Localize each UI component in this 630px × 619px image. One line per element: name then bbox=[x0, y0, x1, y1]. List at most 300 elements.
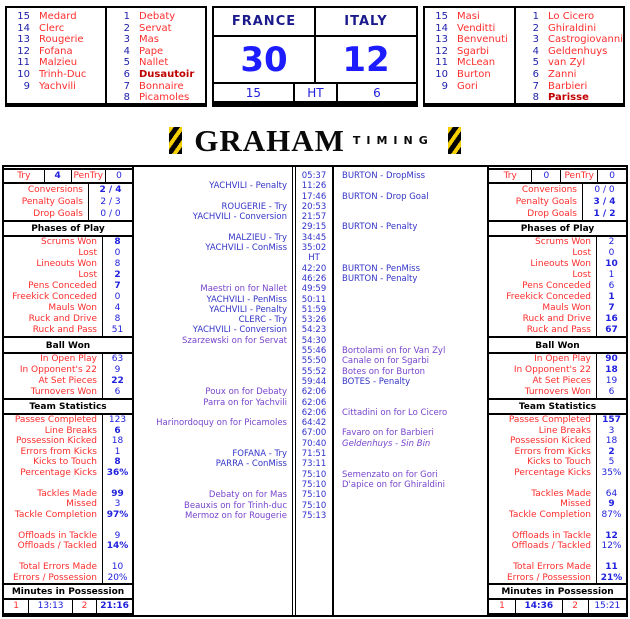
player-name: Fofana bbox=[39, 45, 73, 57]
stat-row bbox=[4, 468, 132, 479]
stat-label: Turnovers Won bbox=[30, 386, 97, 397]
player-number: 6 bbox=[532, 68, 539, 80]
stat-row bbox=[4, 365, 132, 376]
away-minutes-row bbox=[489, 600, 626, 615]
event-time: 51:59 bbox=[301, 304, 327, 315]
away-event bbox=[332, 212, 487, 222]
home-event bbox=[134, 171, 292, 181]
half-2-label: 2 bbox=[562, 600, 588, 613]
stat-label bbox=[489, 478, 596, 489]
stat-label: Possession Kicked bbox=[510, 436, 591, 447]
away-event bbox=[332, 459, 487, 469]
scoreboard bbox=[212, 6, 418, 107]
ht-label: HT bbox=[295, 84, 336, 101]
away-teamstats-title: Team Statistics bbox=[489, 401, 626, 415]
stat-label: Pens Conceded bbox=[28, 281, 97, 292]
player-name: Barbieri bbox=[548, 80, 588, 92]
home-ball-rows bbox=[4, 354, 132, 400]
stat-row bbox=[489, 541, 626, 552]
home-minutes-row bbox=[4, 600, 132, 615]
player-name: Nallet bbox=[139, 57, 169, 69]
home-event: Beauxis on for Trinh-duc bbox=[184, 500, 287, 511]
player-name: Clerc bbox=[39, 22, 65, 34]
home-teamstats-rows bbox=[4, 415, 132, 585]
home-event bbox=[134, 367, 292, 377]
event-time: 70:40 bbox=[301, 438, 327, 449]
stat-label: Offloads in Tackle bbox=[18, 530, 97, 541]
away-event bbox=[332, 490, 487, 500]
home-ball-title: Ball Won bbox=[4, 340, 132, 354]
player-number: 15 bbox=[435, 11, 448, 22]
top-row bbox=[5, 6, 625, 107]
stat-row bbox=[489, 259, 626, 270]
stat-row bbox=[489, 325, 626, 336]
player-number: 2 bbox=[532, 22, 539, 34]
home-goal-rows bbox=[4, 184, 132, 222]
stat-label: Lost bbox=[78, 270, 97, 281]
roster-row bbox=[12, 34, 105, 46]
stat-value: 2 bbox=[596, 447, 626, 458]
stat-label bbox=[4, 520, 102, 531]
stat-row bbox=[489, 447, 626, 458]
stat-row bbox=[489, 292, 626, 303]
player-name: Medard bbox=[39, 11, 77, 22]
stat-row bbox=[4, 292, 132, 303]
home-team-name: FRANCE bbox=[214, 8, 314, 35]
roster-row bbox=[521, 11, 623, 23]
event-time: 35:02 bbox=[301, 243, 327, 254]
away-event: BURTON - Drop Goal bbox=[342, 191, 429, 202]
stat-row bbox=[4, 415, 132, 426]
away-event bbox=[332, 398, 487, 408]
stat-value: 3 bbox=[596, 426, 626, 437]
event-row bbox=[134, 222, 487, 232]
stat-row bbox=[4, 376, 132, 387]
stat-value: 6 bbox=[102, 387, 132, 398]
stat-label: Turnovers Won bbox=[524, 386, 591, 397]
event-row bbox=[134, 202, 487, 212]
away-event bbox=[332, 387, 487, 397]
away-ball-rows bbox=[489, 354, 626, 400]
stat-label: Mauls Won bbox=[542, 303, 591, 314]
try-label: Try bbox=[503, 171, 517, 182]
stat-value: 157 bbox=[596, 415, 626, 426]
stat-row bbox=[4, 562, 132, 573]
away-event: Canale on for Sgarbi bbox=[342, 356, 429, 367]
away-event bbox=[332, 253, 487, 263]
stat-row bbox=[4, 510, 132, 521]
stat-value: 99 bbox=[102, 489, 132, 500]
roster-row bbox=[430, 57, 514, 69]
stat-value: 7 bbox=[102, 281, 132, 292]
stat-value: 87% bbox=[596, 510, 626, 521]
stat-row bbox=[4, 237, 132, 248]
stat-value: 11 bbox=[596, 562, 626, 573]
roster-row bbox=[430, 34, 514, 46]
away-event bbox=[332, 243, 487, 253]
stat-label: Freekick Conceded bbox=[506, 292, 591, 303]
stat-row bbox=[4, 552, 132, 563]
stat-label: In Opponent's 22 bbox=[513, 364, 591, 375]
stat-value: 9 bbox=[596, 499, 626, 510]
player-name: Sgarbi bbox=[457, 45, 490, 57]
home-event bbox=[134, 408, 292, 418]
stat-label: In Open Play bbox=[40, 353, 97, 364]
roster-row bbox=[521, 34, 623, 46]
stat-row bbox=[489, 270, 626, 281]
stat-row bbox=[489, 457, 626, 468]
away-event: BURTON - Penalty bbox=[342, 222, 418, 233]
roster-row bbox=[430, 11, 514, 23]
stat-value: 18 bbox=[102, 436, 132, 447]
player-number: 7 bbox=[532, 80, 539, 92]
stat-value: 7 bbox=[596, 303, 626, 314]
event-row bbox=[134, 428, 487, 438]
home-phases-rows bbox=[4, 237, 132, 338]
home-try-row bbox=[4, 168, 132, 184]
stat-value: 18 bbox=[596, 436, 626, 447]
event-row bbox=[134, 470, 487, 480]
roster-row bbox=[521, 69, 623, 81]
stat-row bbox=[489, 552, 626, 563]
event-row bbox=[134, 377, 487, 387]
event-time: 54:23 bbox=[301, 325, 327, 336]
away-phases-rows bbox=[489, 237, 626, 338]
goal-row bbox=[489, 184, 626, 196]
stat-row bbox=[4, 259, 132, 270]
player-name: Pape bbox=[139, 45, 164, 57]
home-event bbox=[134, 222, 292, 232]
event-time: 75:13 bbox=[301, 510, 327, 521]
stat-value: 9 bbox=[102, 365, 132, 376]
stat-row bbox=[4, 573, 132, 584]
away-ball-title: Ball Won bbox=[489, 340, 626, 354]
player-name: Geldenhuys bbox=[548, 45, 608, 57]
event-row bbox=[134, 305, 487, 315]
event-row bbox=[134, 439, 487, 449]
home-event: Mermoz on for Rougerie bbox=[184, 510, 287, 521]
stat-label: Line Breaks bbox=[538, 425, 591, 436]
home-event: FOFANA - Try bbox=[232, 449, 287, 460]
stat-label: In Opponent's 22 bbox=[19, 364, 97, 375]
scoreboard-halftime bbox=[214, 84, 416, 101]
goal-row bbox=[4, 184, 132, 196]
stat-row bbox=[4, 387, 132, 398]
home-event bbox=[134, 428, 292, 438]
player-name: Benvenuti bbox=[457, 34, 508, 46]
event-row bbox=[134, 398, 487, 408]
event-time: 73:11 bbox=[301, 459, 327, 470]
event-row bbox=[134, 480, 487, 490]
stat-label: Errors / Possession bbox=[13, 572, 97, 583]
stat-value: 12 bbox=[596, 531, 626, 542]
event-time: 75:10 bbox=[301, 490, 327, 501]
roster-row bbox=[430, 69, 514, 81]
stat-value: 14% bbox=[102, 541, 132, 552]
away-event bbox=[332, 336, 487, 346]
stat-label: Ruck and Pass bbox=[32, 325, 97, 336]
brand-name: GRAHAM bbox=[194, 122, 345, 158]
stat-label: Ruck and Pass bbox=[526, 325, 591, 336]
event-time: 62:06 bbox=[301, 407, 327, 418]
half-1-minutes: 13:13 bbox=[28, 600, 72, 613]
home-event: ROUGERIE - Try bbox=[221, 201, 287, 212]
event-row bbox=[134, 490, 487, 500]
stat-row bbox=[4, 541, 132, 552]
stat-row bbox=[489, 510, 626, 521]
home-event: YACHVILI - Conversion bbox=[192, 212, 287, 223]
away-event bbox=[332, 449, 487, 459]
roster-row bbox=[112, 81, 205, 93]
event-row bbox=[134, 336, 487, 346]
goal-label: Drop Goals bbox=[33, 209, 83, 220]
hazard-stripe-icon bbox=[448, 127, 461, 154]
stat-label: Offloads in Tackle bbox=[512, 530, 591, 541]
stat-row bbox=[489, 489, 626, 500]
home-event bbox=[134, 346, 292, 356]
stat-row bbox=[4, 499, 132, 510]
roster-row bbox=[112, 69, 205, 81]
goal-label: Drop Goals bbox=[527, 209, 577, 220]
away-roster-backs bbox=[425, 8, 514, 103]
home-event bbox=[134, 274, 292, 284]
away-goal-rows bbox=[489, 184, 626, 222]
home-event bbox=[134, 192, 292, 202]
stat-value: 12% bbox=[596, 541, 626, 552]
stat-value: 8 bbox=[102, 314, 132, 325]
player-name: Castrogiovanni bbox=[548, 34, 623, 46]
stat-label: Percentage Kicks bbox=[514, 467, 591, 478]
player-number: 10 bbox=[17, 68, 30, 80]
home-roster-backs bbox=[7, 8, 105, 103]
stat-label: Scrums Won bbox=[41, 237, 97, 248]
roster-row bbox=[12, 46, 105, 58]
pentry-value: 0 bbox=[597, 170, 626, 182]
goal-value: 2 / 3 bbox=[88, 196, 132, 208]
event-time: 54:30 bbox=[301, 335, 327, 346]
roster-row bbox=[112, 92, 205, 104]
half-1-minutes: 14:36 bbox=[515, 600, 562, 613]
stat-value: 0 bbox=[596, 248, 626, 259]
stat-value: 67 bbox=[596, 325, 626, 336]
home-event: Harinordoquy on for Picamoles bbox=[156, 418, 287, 429]
player-number: 9 bbox=[441, 80, 448, 92]
stat-label: Tackles Made bbox=[531, 488, 591, 499]
stat-row bbox=[4, 325, 132, 336]
away-event: Favaro on for Barbieri bbox=[342, 428, 434, 439]
half-2-label: 2 bbox=[72, 600, 96, 613]
home-event: Szarzewski on for Servat bbox=[182, 335, 287, 346]
stat-row bbox=[4, 531, 132, 542]
event-time: 50:11 bbox=[301, 294, 327, 305]
event-row bbox=[134, 387, 487, 397]
home-event: Poux on for Debaty bbox=[205, 387, 287, 398]
roster-row bbox=[12, 81, 105, 93]
away-event bbox=[332, 284, 487, 294]
home-phases-title: Phases of Play bbox=[4, 223, 132, 237]
player-name: Burton bbox=[457, 68, 491, 80]
player-name: Venditti bbox=[457, 22, 496, 34]
stat-value: 16 bbox=[596, 314, 626, 325]
stat-label: Tackle Completion bbox=[14, 509, 97, 520]
away-event bbox=[332, 325, 487, 335]
scoreboard-scores bbox=[214, 37, 416, 82]
player-name: Malzieu bbox=[39, 57, 78, 69]
stat-label: Possession Kicked bbox=[16, 436, 97, 447]
player-number: 7 bbox=[123, 80, 130, 92]
stat-row bbox=[489, 520, 626, 531]
stat-value: 22 bbox=[102, 376, 132, 387]
stat-row bbox=[4, 281, 132, 292]
event-row bbox=[134, 192, 487, 202]
main-area bbox=[2, 165, 628, 617]
stat-value: 20% bbox=[102, 573, 132, 584]
player-name: Parisse bbox=[548, 92, 589, 104]
home-event bbox=[134, 439, 292, 449]
stat-row bbox=[4, 436, 132, 447]
stat-value: 3 bbox=[102, 499, 132, 510]
home-score: 30 bbox=[214, 37, 314, 82]
away-event: BOTES - Penalty bbox=[342, 376, 411, 387]
roster-row bbox=[521, 57, 623, 69]
stat-row bbox=[489, 248, 626, 259]
roster-row bbox=[430, 46, 514, 58]
away-event: Botes on for Burton bbox=[342, 366, 426, 377]
player-number: 15 bbox=[17, 11, 30, 22]
player-number: 12 bbox=[17, 45, 30, 57]
event-time: 05:37 bbox=[301, 171, 327, 181]
stat-value: 1 bbox=[596, 270, 626, 281]
stat-row bbox=[4, 457, 132, 468]
timeline-divider bbox=[292, 167, 293, 615]
player-name: van Zyl bbox=[548, 57, 586, 69]
player-number: 4 bbox=[123, 45, 130, 57]
stat-label bbox=[4, 552, 102, 563]
event-row bbox=[134, 356, 487, 366]
try-value: 4 bbox=[44, 170, 71, 182]
away-event: BURTON - Penalty bbox=[342, 273, 418, 284]
stat-label: Lineouts Won bbox=[36, 259, 97, 270]
player-name: Picamoles bbox=[139, 92, 190, 104]
stat-value: 9 bbox=[102, 531, 132, 542]
player-name: Debaty bbox=[139, 11, 176, 22]
stat-row bbox=[4, 270, 132, 281]
goal-value: 2 / 4 bbox=[88, 184, 132, 196]
event-row bbox=[134, 459, 487, 469]
stat-value: 10 bbox=[102, 562, 132, 573]
home-event: Maestri on for Nallet bbox=[200, 284, 287, 295]
stat-label: Missed bbox=[560, 499, 591, 510]
timeline-rows bbox=[134, 171, 487, 521]
stat-label: Total Errors Made bbox=[513, 562, 591, 573]
event-time: 55:50 bbox=[301, 356, 327, 367]
stat-label: Freekick Conceded bbox=[12, 292, 97, 303]
roster-row bbox=[112, 46, 205, 58]
player-number: 8 bbox=[123, 92, 130, 104]
player-name: Zanni bbox=[548, 68, 577, 80]
home-event: Parra on for Yachvili bbox=[203, 397, 287, 408]
try-label: Try bbox=[17, 171, 31, 182]
stat-label: Offloads / Tackled bbox=[511, 541, 591, 552]
event-time: 46:26 bbox=[301, 273, 327, 284]
roster-row bbox=[12, 23, 105, 35]
stat-label: Offloads / Tackled bbox=[17, 541, 97, 552]
stat-value bbox=[596, 520, 626, 531]
player-name: Ghiraldini bbox=[548, 22, 597, 34]
event-row bbox=[134, 408, 487, 418]
away-event: BURTON - DropMiss bbox=[342, 171, 426, 181]
stat-value: 51 bbox=[102, 325, 132, 336]
home-roster-forwards bbox=[105, 8, 205, 103]
home-stats-panel bbox=[2, 165, 134, 617]
stat-value: 1 bbox=[102, 447, 132, 458]
stat-row bbox=[489, 354, 626, 365]
stat-label: Errors / Possession bbox=[507, 572, 591, 583]
event-row bbox=[134, 243, 487, 253]
stat-label: Line Breaks bbox=[44, 425, 97, 436]
player-number: 6 bbox=[123, 68, 130, 80]
event-time: 55:46 bbox=[301, 346, 327, 357]
home-event: CLERC - Try bbox=[238, 315, 287, 326]
away-ht-score: 6 bbox=[338, 84, 416, 101]
half-2-minutes: 15:21 bbox=[588, 600, 626, 613]
event-row bbox=[134, 171, 487, 181]
player-number: 11 bbox=[435, 57, 448, 69]
event-row bbox=[134, 284, 487, 294]
goal-label: Penalty Goals bbox=[21, 197, 83, 208]
away-score: 12 bbox=[316, 37, 416, 82]
away-event bbox=[332, 181, 487, 191]
player-name: Rougerie bbox=[39, 34, 84, 46]
roster-row bbox=[521, 92, 623, 104]
player-number: 14 bbox=[435, 22, 448, 34]
stat-label: Passes Completed bbox=[14, 415, 97, 426]
player-number: 13 bbox=[435, 34, 448, 46]
player-number: 10 bbox=[435, 68, 448, 80]
player-number: 14 bbox=[17, 22, 30, 34]
stat-row bbox=[4, 489, 132, 500]
home-event: Debaty on for Mas bbox=[208, 490, 287, 501]
stat-value: 6 bbox=[596, 281, 626, 292]
stat-label: Kicks to Touch bbox=[33, 457, 97, 468]
roster-row bbox=[430, 81, 514, 93]
player-number: 13 bbox=[17, 34, 30, 46]
stat-value: 36% bbox=[102, 468, 132, 479]
away-event bbox=[332, 418, 487, 428]
home-event bbox=[134, 253, 292, 263]
stat-row bbox=[489, 426, 626, 437]
event-row bbox=[134, 511, 487, 521]
stat-row bbox=[489, 531, 626, 542]
player-number: 5 bbox=[532, 57, 539, 69]
stat-label: Tackle Completion bbox=[508, 509, 591, 520]
stat-row bbox=[489, 237, 626, 248]
stat-label: Lost bbox=[572, 248, 591, 259]
event-time: 75:10 bbox=[301, 469, 327, 480]
stat-value: 90 bbox=[596, 354, 626, 365]
away-minutes-title: Minutes in Possession bbox=[489, 586, 626, 600]
home-event: YACHVILI - Penalty bbox=[209, 181, 287, 192]
stat-label: Lineouts Won bbox=[530, 259, 591, 270]
event-time: 29:15 bbox=[301, 222, 327, 233]
stat-value: 97% bbox=[102, 510, 132, 521]
stat-row bbox=[4, 303, 132, 314]
stat-value: 64 bbox=[596, 489, 626, 500]
stat-value: 2 bbox=[102, 270, 132, 281]
event-time: 42:20 bbox=[301, 263, 327, 274]
stat-row bbox=[4, 447, 132, 458]
event-row bbox=[134, 325, 487, 335]
